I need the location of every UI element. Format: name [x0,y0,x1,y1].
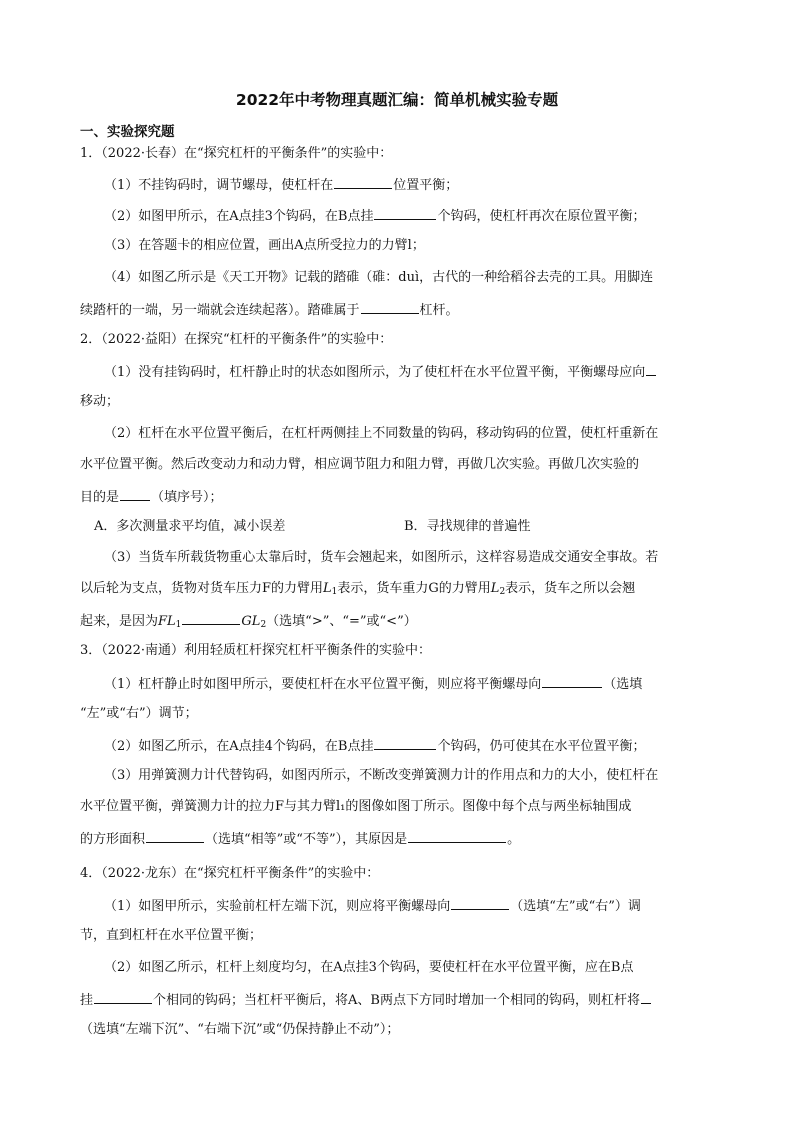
formula-gl2: $GL_2$ [241,614,267,630]
q2-part1: （1）没有挂钩码时，杠杆静止时的状态如图所示，为了使杠杆在水平位置平衡，平衡螺母应向 [104,361,657,383]
answer-blank[interactable] [146,828,204,843]
q3-part2: （2）如图乙所示，在A点挂4个钩码，在B点挂 个钩码，仍可使其在水平位置平衡； [104,735,646,757]
answer-blank[interactable] [374,735,436,750]
q3-stem: 3．（2022·南通）利用轻质杠杆探究杠杆平衡条件的实验中： [80,643,431,658]
q1-part3: （3）在答题卡的相应位置，画出A点所受拉力的力臂l； [104,238,425,253]
answer-blank[interactable] [451,895,509,910]
answer-blank[interactable] [182,610,240,625]
answer-blank[interactable] [641,989,651,1004]
answer-blank[interactable] [361,299,419,314]
formula-fl1: $FL_1$ [158,614,182,630]
q3-part3-cont2: 的方形面积 （选填“相等”或“不等”），其原因是 。 [80,828,520,850]
q1-part4-cont: 续踏杆的一端，另一端就会连续起落）。踏碓属于 杠杆。 [80,299,459,321]
q3-part3-cont: 水平位置平衡，弹簧测力计的拉力F与其力臂l₁的图像如图丁所示。图像中每个点与两坐标轴围成 [80,799,632,814]
q4-stem: 4．（2022·龙东）在“探究杠杆平衡条件”的实验中： [80,866,380,881]
answer-blank[interactable] [542,673,602,688]
q1-part1: （1）不挂钩码时，调节螺母，使杠杆在 位置平衡； [104,174,458,196]
answer-blank[interactable] [646,361,656,376]
q2-part1-cont: 移动； [80,394,120,409]
q2-option-a: A．多次测量求平均值，减小误差 [94,519,286,534]
section-heading: 一、实验探究题 [80,124,175,140]
q4-part1-cont: 节，直到杠杆在水平位置平衡； [80,928,263,943]
q3-part1-cont: “左”或“右”）调节； [80,706,198,721]
q1-part4: （4）如图乙所示是《天工开物》记载的踏碓（碓：duì，古代的一种给稻谷去壳的工具。用脚连 [104,270,654,285]
q2-part3: （3）当货车所载货物重心太靠后时，货车会翘起来，如图所示，这样容易造成交通安全事故。若 [104,550,659,565]
q2-part2: （2）杠杆在水平位置平衡后，在杠杆两侧挂上不同数量的钩码，移动钩码的位置，使杠杆重新在 [104,426,659,441]
page-title: 2022年中考物理真题汇编：简单机械实验专题 [235,91,559,109]
answer-blank[interactable] [374,205,436,220]
q2-part2-cont2: 目的是 （填序号）； [80,486,223,508]
q4-part2-cont2: （选填“左端下沉”、“右端下沉”或“仍保持静止不动”）； [80,1022,400,1037]
q4-part1: （1）如图甲所示，实验前杠杆左端下沉，则应将平衡螺母向 （选填“左”或“右”）调 [104,895,641,917]
q2-part2-cont: 水平位置平衡。然后改变动力和动力臂，相应调节阻力和阻力臂，再做几次实验。再做几次实验的 [80,457,640,472]
q2-option-b: B．寻找规律的普遍性 [404,519,531,534]
q1-part2: （2）如图甲所示，在A点挂3个钩码，在B点挂 个钩码，使杠杆再次在原位置平衡； [104,205,646,227]
q3-part3: （3）用弹簧测力计代替钩码，如图丙所示，不断改变弹簧测力计的作用点和力的大小，使杠杆在 [104,768,659,783]
answer-blank[interactable] [94,989,152,1004]
answer-blank[interactable] [120,486,150,501]
q2-part3-cont2: 起来，是因为$FL_1$ $GL_2$（选填“>”、“=”或“<”） [80,610,417,635]
q1-stem: 1．（2022·长春）在“探究杠杆的平衡条件”的实验中： [80,146,393,161]
q2-stem: 2．（2022·益阳）在探究“杠杆的平衡条件”的实验中： [80,332,393,347]
q2-part3-cont: 以后轮为支点，货物对货车压力F的力臂用$L_1$表示，货车重力G的力臂用$L_2$表示，货车之所以会翘 [80,581,636,597]
q4-part2-cont: 挂 个相同的钩码；当杠杆平衡后，将A、B两点下方同时增加一个相同的钩码，则杠杆将 [80,989,652,1011]
q4-part2: （2）如图乙所示，杠杆上刻度均匀，在A点挂3个钩码，要使杠杆在水平位置平衡，应在B点 [104,960,634,975]
answer-blank[interactable] [408,828,506,843]
q3-part1: （1）杠杆静止时如图甲所示，要使杠杆在水平位置平衡，则应将平衡螺母向 （选填 [104,673,642,695]
answer-blank[interactable] [334,174,392,189]
